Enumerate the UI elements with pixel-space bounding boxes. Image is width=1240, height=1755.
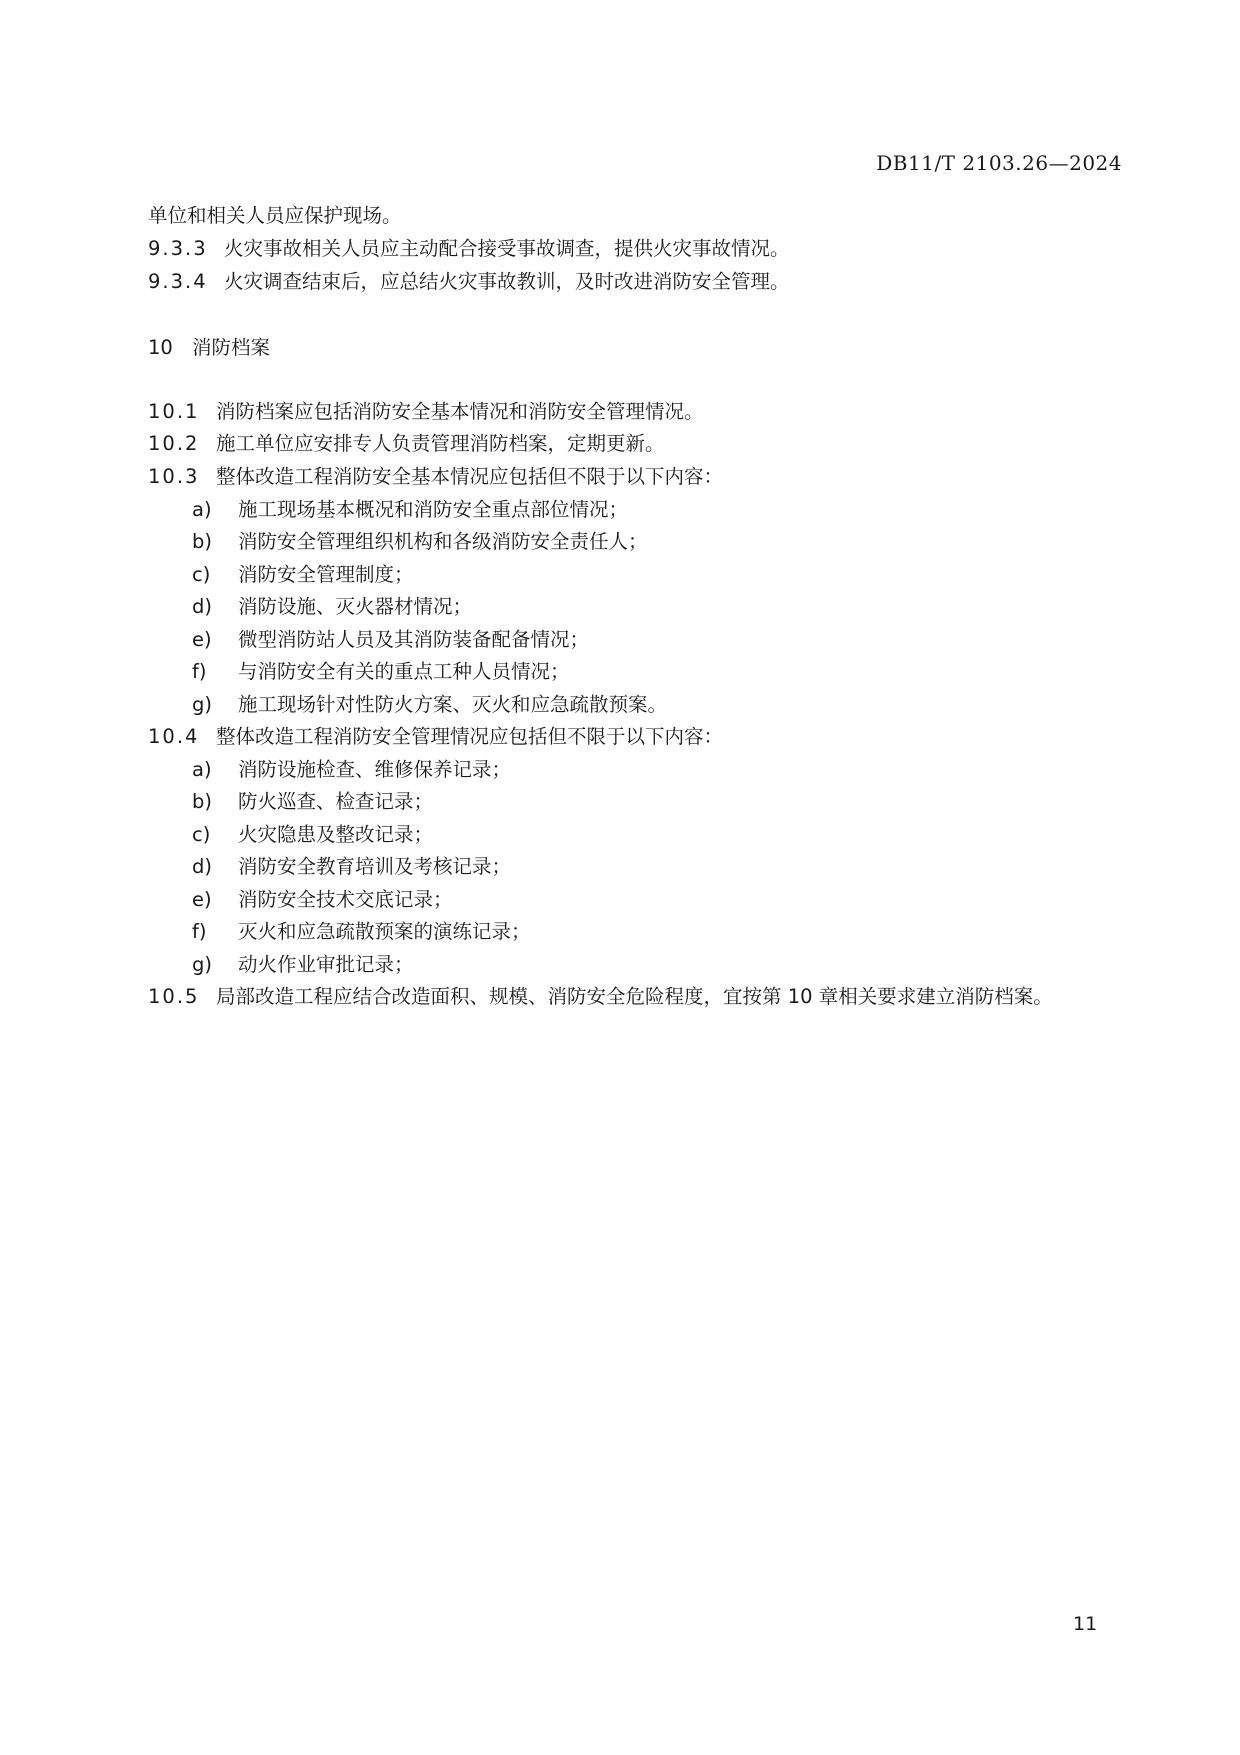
clause-10-1 xyxy=(148,399,704,425)
list-item xyxy=(192,952,414,978)
list-text: 火灾隐患及整改记录； xyxy=(238,823,434,846)
list-letter: c) xyxy=(192,823,211,846)
clause-number: 10.4 xyxy=(148,725,200,748)
list-item xyxy=(192,887,453,913)
list-text: 与消防安全有关的重点工种人员情况； xyxy=(238,660,570,683)
list-text: 施工现场基本概况和消防安全重点部位情况； xyxy=(238,498,629,521)
list-text: 消防安全教育培训及考核记录； xyxy=(238,855,512,878)
list-letter: a) xyxy=(192,758,212,781)
clause-text: 整体改造工程消防安全基本情况应包括但不限于以下内容： xyxy=(216,465,724,488)
list-item xyxy=(192,497,628,523)
list-letter: c) xyxy=(192,563,211,586)
list-item xyxy=(192,659,570,685)
clause-10-3 xyxy=(148,464,723,490)
list-text: 消防安全技术交底记录； xyxy=(238,888,453,911)
list-text: 微型消防站人员及其消防装备配备情况； xyxy=(238,628,590,651)
list-letter: b) xyxy=(192,790,212,813)
list-item xyxy=(192,919,531,945)
list-item xyxy=(192,562,414,588)
list-item xyxy=(192,822,433,848)
list-text: 防火巡查、检查记录； xyxy=(238,790,434,813)
list-item xyxy=(192,789,433,815)
clause-text: 火灾事故相关人员应主动配合接受事故调查，提供火灾事故情况。 xyxy=(224,237,790,260)
list-item xyxy=(192,854,511,880)
list-letter: f) xyxy=(192,660,207,683)
clause-number: 10.5 xyxy=(148,985,200,1008)
list-letter: e) xyxy=(192,628,212,651)
clause-number: 9.3.4 xyxy=(148,270,208,293)
list-letter: d) xyxy=(192,595,212,618)
list-letter: g) xyxy=(192,693,212,716)
page-number: 11 xyxy=(1073,1613,1098,1635)
clause-number: 9.3.3 xyxy=(148,237,208,260)
list-letter: e) xyxy=(192,888,212,911)
list-item xyxy=(192,757,511,783)
list-letter: f) xyxy=(192,920,207,943)
clause-number: 10.1 xyxy=(148,400,200,423)
clause-text: 火灾调查结束后，应总结火灾事故教训，及时改进消防安全管理。 xyxy=(224,270,790,293)
clause-text: 施工单位应安排专人负责管理消防档案，定期更新。 xyxy=(216,432,665,455)
clause-number: 10.2 xyxy=(148,432,200,455)
list-item xyxy=(192,594,472,620)
clause-10-5 xyxy=(148,984,1053,1010)
list-letter: b) xyxy=(192,530,212,553)
paragraph-continuation: 单位和相关人员应保护现场。 xyxy=(148,204,402,227)
list-text: 灭火和应急疏散预案的演练记录； xyxy=(238,920,531,943)
clause-text: 整体改造工程消防安全管理情况应包括但不限于以下内容： xyxy=(216,725,724,748)
list-item xyxy=(192,627,589,653)
list-letter: d) xyxy=(192,855,212,878)
clause-9-3-3 xyxy=(148,236,790,262)
list-text: 消防设施检查、维修保养记录； xyxy=(238,758,512,781)
list-text: 消防设施、灭火器材情况； xyxy=(238,595,473,618)
list-letter: a) xyxy=(192,498,212,521)
document-code: DB11/T 2103.26—2024 xyxy=(876,151,1122,175)
list-item xyxy=(192,692,667,718)
list-text: 消防安全管理组织机构和各级消防安全责任人； xyxy=(238,530,648,553)
clause-text: 消防档案应包括消防安全基本情况和消防安全管理情况。 xyxy=(216,400,704,423)
clause-text: 局部改造工程应结合改造面积、规模、消防安全危险程度，宜按第 10 章相关要求建立消防档案。 xyxy=(216,985,1053,1008)
list-text: 消防安全管理制度； xyxy=(238,563,414,586)
list-text: 施工现场针对性防火方案、灭火和应急疏散预案。 xyxy=(238,693,668,716)
clause-9-3-4 xyxy=(148,269,790,295)
clause-10-2 xyxy=(148,431,665,457)
list-letter: g) xyxy=(192,953,212,976)
list-item xyxy=(192,529,648,555)
list-text: 动火作业审批记录； xyxy=(238,953,414,976)
clause-10-4 xyxy=(148,724,723,750)
clause-number: 10.3 xyxy=(148,465,200,488)
chapter-heading xyxy=(148,335,270,361)
chapter-title: 消防档案 xyxy=(192,336,271,359)
chapter-number: 10 xyxy=(148,336,173,359)
